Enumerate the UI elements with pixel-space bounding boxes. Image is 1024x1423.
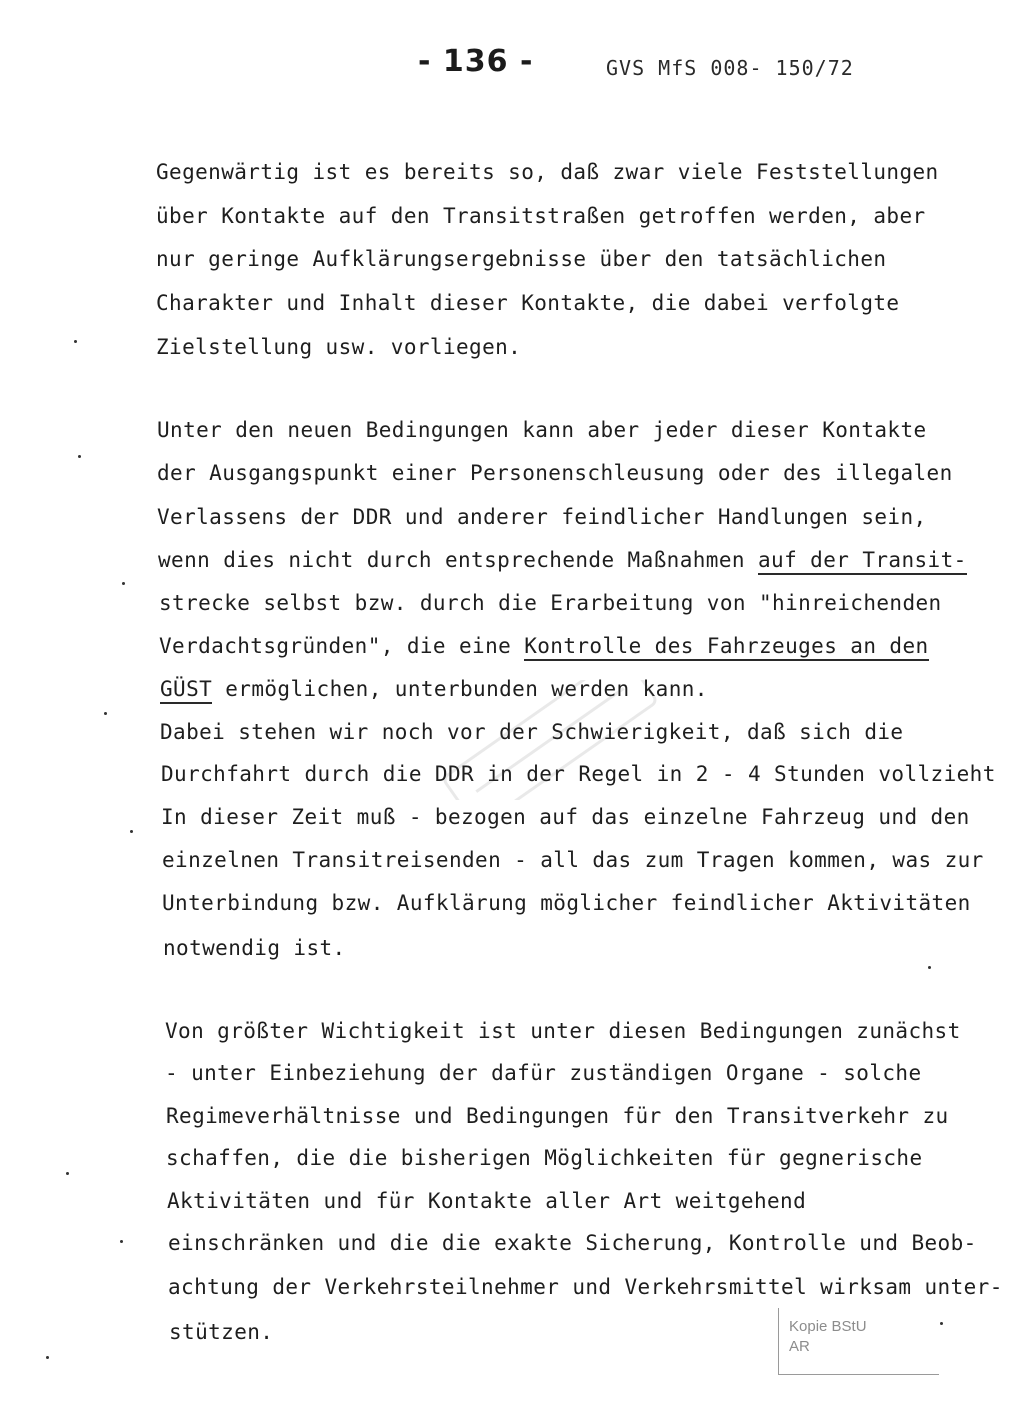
scan-speck — [940, 1322, 943, 1325]
text-line-with-underline — [160, 677, 708, 701]
text-line: - unter Einbeziehung der dafür zuständigen Organe - solche — [165, 1061, 922, 1085]
text-line-with-underline — [159, 634, 929, 658]
scan-speck — [66, 1172, 69, 1175]
text-line: einzelnen Transitreisenden - all das zum Tragen kommen, was zur — [162, 848, 984, 872]
text-line-with-underline — [158, 548, 967, 572]
text-line: stützen. — [169, 1320, 274, 1344]
text-line: Dabei stehen wir noch vor der Schwierigkeit, daß sich die — [160, 720, 904, 744]
text-line: Durchfahrt durch die DDR in der Regel in 2 - 4 Stunden vollzieht — [161, 762, 996, 786]
text-line: über Kontakte auf den Transitstraßen getroffen werden, aber — [156, 204, 926, 228]
text-line: strecke selbst bzw. durch die Erarbeitung von "hinreichenden — [159, 591, 942, 615]
text-line: Charakter und Inhalt dieser Kontakte, die dabei verfolgte — [156, 291, 900, 315]
scan-speck — [74, 340, 77, 343]
text-segment: Verdachtsgründen", die eine — [159, 634, 525, 658]
text-line: Zielstellung usw. vorliegen. — [156, 335, 522, 359]
archive-stamp — [778, 1308, 939, 1375]
underlined-text: GÜST — [160, 677, 212, 704]
text-line: achtung der Verkehrsteilnehmer und Verkehrsmittel wirksam unter- — [168, 1275, 1003, 1299]
scan-speck — [46, 1356, 49, 1359]
text-line: notwendig ist. — [163, 936, 346, 960]
stamp-sublabel: AR — [789, 1338, 810, 1355]
text-line: Regimeverhältnisse und Bedingungen für den Transitverkehr zu — [166, 1104, 949, 1128]
text-line: nur geringe Aufklärungsergebnisse über den tatsächlichen — [156, 247, 887, 271]
scan-speck — [928, 966, 931, 969]
scan-speck — [78, 455, 81, 458]
text-line: In dieser Zeit muß - bezogen auf das einzelne Fahrzeug und den — [161, 805, 970, 829]
text-segment: wenn dies nicht durch entsprechende Maßnahmen — [158, 548, 758, 572]
text-line: Aktivitäten und für Kontakte aller Art weitgehend — [167, 1189, 807, 1213]
scan-speck — [104, 712, 107, 715]
text-line: Verlassens der DDR und anderer feindlicher Handlungen sein, — [157, 505, 927, 529]
scan-speck — [122, 582, 125, 585]
underlined-text: auf der Transit- — [758, 548, 967, 575]
text-line: schaffen, die die bisherigen Möglichkeiten für gegnerische — [166, 1146, 923, 1170]
text-line: Von größter Wichtigkeit ist unter diesen Bedingungen zunächst — [165, 1019, 961, 1043]
text-segment: ermöglichen, unterbunden werden kann. — [212, 677, 708, 701]
text-line: einschränken und die die exakte Sicherung, Kontrolle und Beob- — [168, 1231, 977, 1255]
text-line: der Ausgangspunkt einer Personenschleusung oder des illegalen — [157, 461, 953, 485]
underlined-text: Kontrolle des Fahrzeuges an den — [524, 634, 928, 661]
document-reference: GVS MfS 008- 150/72 — [606, 56, 854, 80]
page-number: - 136 - — [418, 44, 534, 79]
stamp-label: Kopie BStU — [789, 1318, 867, 1335]
scan-speck — [130, 830, 133, 833]
text-line: Gegenwärtig ist es bereits so, daß zwar viele Feststellungen — [156, 160, 939, 184]
text-line: Unter den neuen Bedingungen kann aber jeder dieser Kontakte — [157, 418, 927, 442]
scan-speck — [120, 1240, 123, 1243]
text-line: Unterbindung bzw. Aufklärung möglicher feindlicher Aktivitäten — [162, 891, 971, 915]
